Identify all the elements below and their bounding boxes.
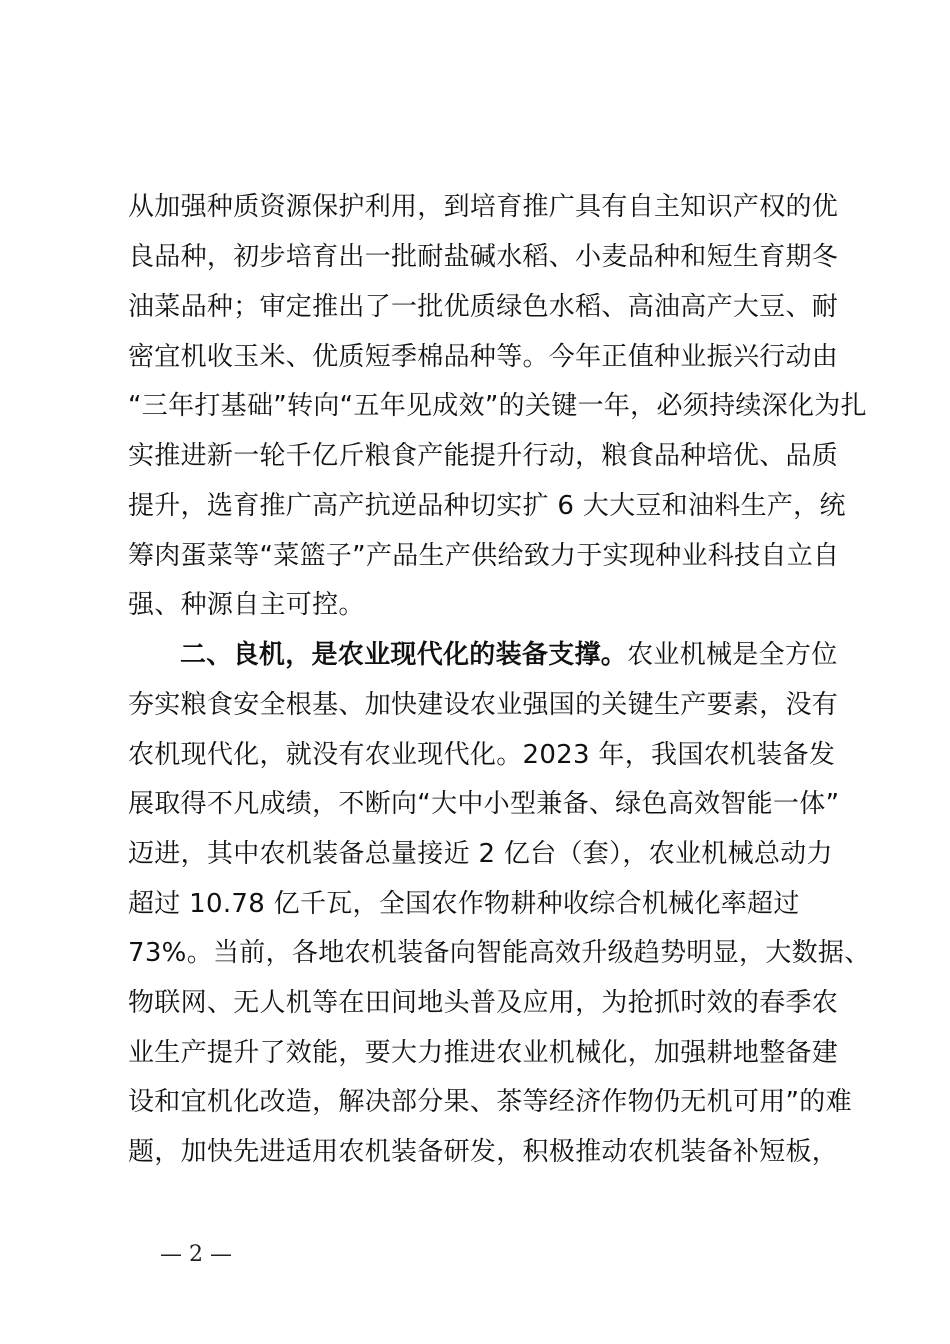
paragraph-line: 油菜品种；审定推出了一批优质绿色水稻、高油高产大豆、耐 [128,292,839,322]
paragraph-line: 密宜机收玉米、优质短季棉品种等。今年正值种业振兴行动由 [128,342,839,372]
paragraph-line: 农机现代化，就没有农业现代化。2023 年，我国农机装备发 [128,740,836,770]
paragraph-line: 题，加快先进适用农机装备研发，积极推动农机装备补短板， [128,1137,839,1167]
paragraph-line: 筹肉蛋菜等“菜篮子”产品生产供给致力于实现种业科技自立自 [128,541,840,571]
section-heading: 二、良机，是农业现代化的装备支撑。 [180,640,628,670]
paragraph-line: 提升，选育推广高产抗逆品种切实扩 6 大大豆和油料生产，统 [128,491,846,521]
paragraph-line: 实推进新一轮千亿斤粮食产能提升行动，粮食品种培优、品质 [128,441,839,471]
page-number: — 2 — [160,1242,232,1267]
paragraph-line: 迈进，其中农机装备总量接近 2 亿台（套），农业机械总动力 [128,839,833,869]
paragraph-line: 展取得不凡成绩，不断向“大中小型兼备、绿色高效智能一体” [128,789,840,819]
paragraph-line: 物联网、无人机等在田间地头普及应用，为抢抓时效的春季农 [128,988,839,1018]
paragraph-line: 从加强种质资源保护利用，到培育推广具有自主知识产权的优 [128,192,839,222]
paragraph-line: 业生产提升了效能，要大力推进农业机械化，加强耕地整备建 [128,1038,839,1068]
paragraph-line: 强、种源自主可控。 [128,590,365,620]
paragraph-line: “三年打基础”转向“五年见成效”的关键一年，必须持续深化为扎 [128,391,867,421]
paragraph-line: 良品种，初步培育出一批耐盐碱水稻、小麦品种和短生育期冬 [128,242,839,272]
paragraph-text: 农业机械是全方位 [627,640,838,670]
paragraph-line: 73%。当前，各地农机装备向智能高效升级趋势明显，大数据、 [128,938,871,968]
paragraph-line: 夯实粮食安全根基、加快建设农业强国的关键生产要素，没有 [128,690,839,720]
paragraph-first-line [180,638,838,672]
paragraph-line: 超过 10.78 亿千瓦，全国农作物耕种收综合机械化率超过 [128,889,800,919]
paragraph-line: 设和宜机化改造，解决部分果、茶等经济作物仍无机可用”的难 [128,1087,852,1117]
